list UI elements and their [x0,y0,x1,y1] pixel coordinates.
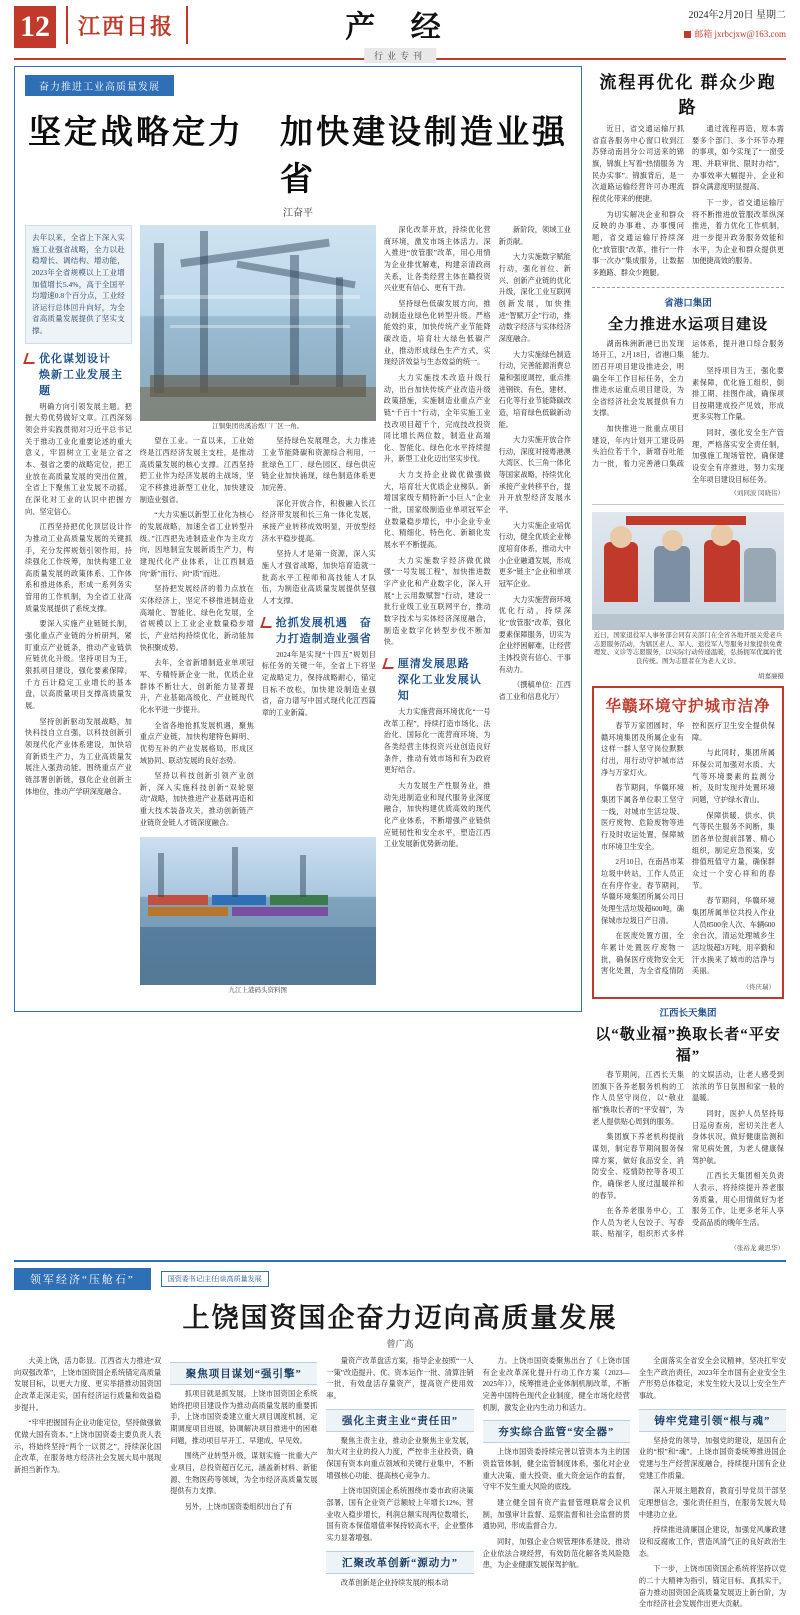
article-kicker: 省港口集团 [664,298,712,309]
lead-col-2a [140,436,254,833]
para: 春节期间，华赣环境集团所属单位共投入作业人员8500余人次、车辆600余台次，清运处理城乡生活垃圾超3万吨，用辛勤和汗水换来了城市的洁净与美丽。 [692,897,775,976]
bottom-subtag: 国资委书记|主任|谈高质量发展 [161,1271,269,1287]
bottom-col-1 [14,1356,161,1615]
para: 持续推进清廉国企建设，加强党风廉政建设和反腐败工作，营造风清气正的良好政治生态。 [638,1526,787,1558]
lead-para: 大力发展生产性服务业，推动先进制造业和现代服务业深度融合，加快构建优质高效的现代化产业体系，不断增强产业链供应链韧性和安全水平，塑造江西工业发展新优势新动能。 [383,781,491,849]
para: 聚焦主责主业，推动企业聚焦主业发展，加大对主业的投入力度，严控非主业投资，确保国有资本向重点领域和关键行业集中，不断增强核心功能、提高核心竞争力。 [326,1436,474,1480]
bottom-article [14,1260,786,1615]
lead-para: 大力支持企业做优做强做大，培育壮大优质企业梯队。新增国家级专精特新“小巨人”企业一批，国家级制造业单项冠军企业数量稳步增长，中小企业专业化、精细化、特色化、新颖化发展水平不断提高。 [383,471,491,550]
para: 坚持项目为王，强化要素保障，优化施工组织，倒排工期、挂图作战，确保项目按期建成投产见效，形成更多实物工作量。 [692,366,784,422]
lead-source: （撰稿单位：江西省工业和信息化厅） [498,681,571,701]
lead-para: 大力实施企业培优行动，健全优质企业梯度培育体系，推动大中小企业融通发展，形成更多“链主”企业和单项冠军企业。 [498,521,571,589]
lead-para: “大力实施以新型工业化为核心的发展战略，加速全省工业转型升级。”江西把先进制造业作为主攻方向，因地制宜发展新质生产力，构建现代化产业体系，让江西制造向“新”而行、向“质”而进。 [139,511,254,578]
photo-credit: 胡嘉廉摄 [758,673,784,681]
lead-article-column [14,66,582,1252]
para: 围绕产业转型升级，谋划实施一批重大产业项目，总投资超百亿元，涵盖新材料、新能源、生物医药等领域，为全市经济高质量发展提供有力支撑。 [170,1452,318,1496]
para: 改革创新是企业持续发展的根本动 [340,1578,449,1587]
lead-para: 新阶段，领域工业新贡献。 [498,226,571,246]
photo-smelter [140,225,376,421]
para: 大美上饶，活力彰显。江西省大力推进“双向双强改革”，上饶市国资国企系统锚定高质量发展目标，以更大力度、更实举措推动国资国企改革走深走实，国有经济运行质量和效益稳步提升。 [14,1357,162,1412]
para: 为切实解决企业和群众反映的办事难、办事慢问题，省交通运输厅持续深化“放管服”改革，推行“一件事一次办”集成服务，让数据多跑路、群众少跑腿。 [592,210,684,277]
lead-para: 望在工业。一直以来，工业始终是江西经济发展主支柱，是推动高质量发展的核心支撑。江西坚持把工业作为经济发展的主战场，坚定不移推进新型工业化，加快建设制造业强省。 [139,437,254,504]
masthead-meta [684,6,786,40]
para: 同时，医护人员坚持每日巡房查房，密切关注老人身体状况，做好健康监测和常见病处置，为老人健康保驾护航。 [692,1109,784,1165]
bottom-col-3 [326,1356,473,1615]
lead-para: 全省各地抢抓发展机遇，聚焦重点产业链，加快构建特色鲜明、优势互补的产业发展格局，形成区域协同、联动发展的良好态势。 [139,721,254,765]
article-huagan-environment [592,686,784,999]
divider [592,287,784,288]
article-signature: （张裕龙 戴思华） [730,1245,784,1253]
bottom-byline: 曾广高 [386,1339,414,1350]
para: 下一步，上饶市国资国企系统将坚持以党的二十大精神为指引，锚定目标、真抓实干，奋力推动国资国企高质量发展迈上新台阶，为全市经济社会发展作出更大贡献。 [638,1565,787,1609]
photo-volunteers [592,512,784,630]
bottom-subhead-3: 汇聚改革创新“源动力” [326,1551,473,1574]
para: 同时，强化安全生产管理，严格落实安全责任制，加强施工现场管控，确保建设安全有序推进，努力实现全年项目建设目标任务。 [692,429,784,484]
lead-article [14,66,582,1012]
lead-para: 大力实施营商环境优化行动，持续深化“放管服”改革，强化要素保障服务，切实为企业纾困解难，让经营主体投资有信心、干事有动力。 [498,595,571,674]
lead-para: 要深入实施产业链链长制，强化重点产业链的分析研判，紧盯重点产业链条，推动产业链供应链优化升级。坚持项目为王，狠抓项目建设，强化要素保障，千方百计稳定工业增长的基本盘，以高质量项目支撑高质量发展。 [25,620,132,711]
lead-para: 坚持绿色低碳发展方向，推动制造业绿色化转型升级。严格能效约束，加快传统产业节能降碳改造，培育壮大绿色低碳产业，推动形成绿色生产方式，实现经济效益与生态效益的统一。 [383,299,491,367]
bottom-subhead-2: 强化主责主业“责任田” [326,1409,473,1432]
article-changtian-group [592,1005,784,1252]
article-body [592,339,784,487]
para: 春节期间，江西长天集团旗下各养老服务机构的工作人员坚守岗位，以“敬业福”换取长者的“平安福”，为老人提供贴心周到的服务。 [592,1070,684,1126]
lead-para: 坚持把发展经济的着力点放在实体经济上，坚定不移推进制造业高端化、智能化、绿色化发展，全省规模以上工业企业数量稳步增长，产业结构持续优化，新动能加快积聚成势。 [139,585,254,652]
article-title: 华赣环境守护城市洁净 [605,698,771,716]
para: 集团旗下养老机构提前谋划，制定春节期间服务保障方案，做好食品安全、消防安全、疫情防控等各项工作，确保老人度过温暖祥和的春节。 [592,1133,684,1200]
para: 深入开展主题教育，教育引导党员干部坚定理想信念，强化责任担当，在服务发展大局中建功立业。 [638,1487,787,1519]
lead-subhead-1: 优化谋划设计 焕新工业发展主题 [25,350,132,398]
lead-para: 深化改革开放，持续优化营商环境，激发市场主体活力。深入推进“放管服”改革，用心用情为企业排忧解难，构建亲清政商关系，让各类经营主体在赣投资兴业更有信心、更有干劲。 [383,226,491,293]
photo-caption-2: 九江上港码头资料图 [228,987,288,995]
lead-col-2 [140,225,376,1001]
masthead [14,0,786,61]
bottom-col-5 [639,1356,786,1615]
lead-para: 坚持创新驱动发展战略，加快科技自立自强，以科技创新引领现代化产业体系建设，加快培育新质生产力，为工业高质量发展注入强劲动能。围绕重点产业链部署创新链，强化企业创新主体地位，推动产学研深度融合。 [25,717,132,796]
bottom-ribbon: 领军经济“压舱石” [14,1268,151,1290]
para: 量资产改革盘活方案，指导企业按照“一人一策”改造提升、优、资本运作一批、清算注销一批，有效盘活存量资产，提高资产使用效率。 [326,1357,474,1401]
photo-news-block [592,512,784,680]
para: “牢牢把握国有企业功能定位，坚持做强做优做大国有资本。”上饶市国资委主要负责人表示，将始终坚持“两个一以贯之”，持续深化国企改革，在服务地方经济社会发展大局中展现新担当新作为。 [14,1419,162,1475]
lead-para: 大力实施绿色制造行动，完善能源消费总量和强度调控，重点推进钢铁、有色、建材、石化等行业节能降碳改造，培育绿色低碳新动能。 [498,350,571,429]
lead-ribbon: 奋力推进工业高质量发展 [25,75,174,96]
para: 在各养老服务中心，工作人员为老人包饺子、写春联、贴福字，组织形式多样的文娱活动，让老人感受到浓浓的节日氛围和家一般的温暖。 [592,1070,784,1239]
para: 力。上饶市国资委聚焦出台了《上饶市国有企业改革深化提升行动工作方案（2023—2025年）》，统筹推进企业体制机制改革，不断完善中国特色现代企业制度，健全市场化经营机制，激发企业内生动力和活力。 [482,1357,630,1412]
bottom-subhead-1: 聚焦项目谋划“强引擎” [170,1362,317,1385]
photo-art [140,837,376,985]
para: 春节期间，华赣环境集团下属各单位职工坚守一线，对城市生活垃圾、医疗废物、危险废物等进行及时收运处置，保障城市环境卫生安全。 [601,784,684,851]
publication-date: 2024年2月20日 星期二 [688,10,786,21]
para: 2月10日，在南昌市某垃圾中转站，工作人员正在有序作业。春节期间，华赣环境集团所属公司日处理生活垃圾超600吨，确保城市垃圾日产日清。 [601,858,684,925]
article-title: 全力推进水运项目建设 [607,316,768,333]
para: 同时，加强企业合规管理体系建设，推动企业依法合规经营，有效防范化解各类风险隐患，为企业健康发展保驾护航。 [482,1538,630,1570]
lead-headline: 坚定战略定力 加快建设制造业强省 [28,115,568,198]
lead-para: 大力实施技术改造升级行动，出台加快传统产业改造升级政策措施，实施制造业重点产业链“千百十”行动，全年实施工业技改项目超千个，完成技改投资同比增长两位数，制造业高端化、智能化、绿色化水平持续提升，新型工业化迈出坚实步伐。 [383,373,491,464]
lead-para: 大力实施数字经济做优做强“一号发展工程”，加快推进数字产业化和产业数字化，深入开展“上云用数赋智”行动，建设一批行业级工业互联网平台，推动数字技术与实体经济深度融合，制造业数字化转型步伐不断加快。 [383,556,491,647]
article-body [601,721,775,980]
article-body [592,124,784,280]
para: 下一步，省交通运输厅将不断推进放管服改革纵深推进，着力优化工作机制，进一步提升政务服务效能和水平，为企业和群众提供更加便捷高效的服务。 [692,198,784,266]
lead-para: 去年，全省新增制造业单项冠军、专精特新企业一批，优质企业群体不断壮大，创新能力显著提升，产业基础高级化、产业链现代化水平进一步提升。 [139,659,254,714]
para: 上饶市国资国企系统围绕市委市政府决策部署，国有企业资产总额较上年增长12%，营业收入稳步增长，利润总额实现两位数增长，国有资本保值增值率保持较高水平，企业整体实力显著增强。 [326,1487,474,1542]
lead-para: 大力实施数字赋能行动，强化首位、新兴、创新产业链的优化升级，深化工业互联网创新发展，加快推进“智赋万企”行动，推动数字经济与实体经济深度融合。 [498,253,571,343]
contact-email [684,27,786,40]
article-signature: （佟庆瑞） [742,983,775,991]
article-port-group [592,295,784,498]
lead-para: 江西坚持把优化顶层设计作为推动工业高质量发展的关键抓手，充分发挥规划引领作用，持续强化工作统筹，加快构建工业高质量发展的政策体系、工作体系和推进体系，形成一系列务实管用的工作机制，为全省工业高质量发展提供了系统支撑。 [25,523,132,613]
article-flow-optimization [592,68,784,280]
para: 另外，上饶市国资委组织出台了有 [184,1503,293,1512]
bottom-col-2 [170,1356,317,1615]
lead-col-1 [25,225,132,1001]
bottom-subhead-5: 铸牢党建引领“根与魂” [639,1409,786,1432]
lead-para: 大力实施营商环境优化“一号改革工程”，持续打造市场化、法治化、国际化一流营商环境，为各类经营主体投资兴业创造良好条件，推动有效市场和有为政府更好结合。 [383,707,491,775]
section-heading [345,2,455,64]
section-title: 产 经 [345,11,455,44]
para: 保障供暖、供水、供气等民生服务不间断，集团各单位提前部署、精心组织，制定应急预案，安排值班值守力量，确保群众过一个安心祥和的春节。 [692,811,775,890]
section-subtitle: 行业专刊 [364,48,436,63]
para: 抓项目就是抓发展，上饶市国资国企系统始终把项目建设作为推动高质量发展的重要抓手，上饶市国资委建立重大项目调度机制，定期调度项目进展，协调解决项目推进中的困难问题，推动项目早开工、早建成、早见效。 [170,1390,318,1445]
contact-email-text: 邮箱 jxrbcjxw@163.com [694,29,786,39]
lead-col-4 [499,225,571,1001]
article-title: 以“敬业福”换取长者“平安福” [595,1026,781,1064]
para: 加快推进一批重点项目建设，年内计划开工建设码头泊位若干个，新增吞吐能力一批，着力完善港口集疏运体系，提升港口综合服务能力。 [592,339,784,469]
para: 近日，省交通运输厅抓省直各服务中心窗口收到江苏驿动南昌分公司送来的锦旗，锦旗上写着“热情服务 为民办实事”。锦旗背后，是一次道路运输经营许可办理流程优化带来的便捷。 [592,125,684,203]
article-body [592,1070,784,1241]
lead-abstract: 去年以来，全省上下深入实施工业强省战略，全力以赴稳增长、调结构、增动能，2023年全省规模以上工业增加值增长5.4%，高于全国平均增速0.8个百分点，工业经济运行总体回升向好，为全省高质量发展提供了坚实支撑。 [25,225,132,344]
right-column [592,66,784,1252]
para: 上饶市国资委持续完善以管资本为主的国资监管体制，健全监管制度体系，强化对企业重大决策、重大投资、重大资金运作的监督，守牢不发生重大风险的底线。 [482,1448,630,1492]
para: 在医废处置方面，全年累计处置医疗废物一批，确保医疗废物安全无害化处置，为全省疫情防控和医疗卫生安全提供保障。 [601,722,775,976]
para: 春节万家团圆时，华赣环境集团及所属企业有这样一群人坚守岗位默默付出，用行动守护城市洁净与万家灯火。 [601,722,684,777]
lead-para: 明确方向引领发展主题。把握大势优势做好文章。江西深刻领会并实践贯彻对习近平总书记关于推动工业化重要论述的重大意义，牢固树立工业是立省之本、强省之要的战略定位，把工业放在高质量发展的突出位置，全省上下聚焦工业发展不动摇，在深化对工业的认识中把握方向、坚定信心。 [25,402,132,516]
lead-col-3 [384,225,491,1001]
article-kicker: 江西长天集团 [659,1008,717,1019]
paper-name: 江西日报 [66,6,188,44]
lead-col-2b [262,436,376,833]
para: 与此同时，集团所属环保公司加强对水质、大气等环境要素的监测分析，及时发现并处置环境问题，守护绿水青山。 [692,749,775,805]
para: 建立健全国有资产监督管理联席会议机制，加强审计监督、巡察监督和社会监督的贯通协同，形成监督合力。 [482,1499,630,1531]
photo-art [140,225,376,421]
main-grid [14,66,786,1252]
lead-para: 2024年是实现“十四五”规划目标任务的关键一年，全省上下将坚定战略定力，保持战略耐心，锚定目标不放松，加快建设制造业强省，奋力谱写中国式现代化江西篇章的工业新篇。 [261,650,376,717]
lead-subhead-3: 厘清发展思路 深化工业发展认知 [384,655,491,703]
para: 湖南株洲新港已出发现场开工，2月18日，省港口集团召开项目建设推进会，明确全年工作目标任务，全力推进水运重点项目建设，为全省经济社会发展提供有力支撑。 [592,339,684,418]
lead-para: 坚持以科技创新引领产业创新，深入实施科技创新“双轮驱动”战略，加快推进产业基础再造和重大技术装备攻关，推动创新链产业链资金链人才链深度融合。 [139,772,254,827]
para: 通过流程再造，原本需要多个部门、多个环节办理的事项，如今实现了“一窗受理、并联审批、限时办结”，办事效率大幅提升，企业和群众满意度明显提高。 [692,125,784,192]
bottom-headline: 上饶国资国企奋力迈向高质量发展 [182,1303,618,1334]
bottom-subhead-4: 夯实综合监管“安全器” [483,1420,630,1443]
photo-art [592,512,784,630]
lead-subhead-2: 抢抓发展机遇 奋力打造制造业强省 [262,614,376,646]
page-number: 12 [14,6,56,48]
photo-port [140,837,376,985]
article-title: 流程再优化 群众少跑路 [599,73,777,117]
photo-caption-3: 近日，国家退役军人事务部会同有关部门在全省各地开展关爱老兵志愿服务活动，为辖区老人、军人、退役军人等服务对象提供免费理发、义诊等志愿服务，以实际行动传递温暖，弘扬拥军优属的优良传统。图为志愿者在为老人义诊。 [593,632,783,665]
bottom-columns [14,1356,786,1615]
bottom-ribbon-row [14,1268,786,1290]
lead-para: 坚持绿色发展理念，大力推进工业节能降碳和资源综合利用，一批绿色工厂、绿色园区、绿色供应链企业加快涌现，绿色制造体系更加完善。 [261,437,376,493]
para: 坚持党的领导，加强党的建设，是国有企业的“根”和“魂”。上饶市国资委统筹推进国企党建与生产经营深度融合，持续提升国有企业党建工作质量。 [638,1436,787,1480]
article-signature: （刘同波 闵晓伟） [730,490,784,498]
photo-caption-1: 江铜集团贵溪冶炼厂厂区一角。 [212,423,304,430]
mail-icon [684,31,691,38]
bottom-col-4 [483,1356,630,1615]
lead-byline: 江奋平 [283,208,313,219]
para: 全面落实全省安全会议精神，坚决扛牢安全生产政治责任，2023年全市国有企业安全生产形势总体稳定，未发生较大及以上安全生产事故。 [638,1357,787,1401]
divider [592,504,784,505]
lead-body [25,225,571,1001]
para: 江西长天集团相关负责人表示，将持续提升养老服务质量，用心用情做好为老服务工作，让更多老年人享受高品质的晚年生活。 [692,1172,784,1227]
lead-para: 坚持人才是第一资源，深入实施人才强省战略，加快培育造就一批高水平工程师和高技能人才队伍，为制造业高质量发展提供坚强人才支撑。 [261,550,376,605]
lead-para: 深化开放合作，积极融入长江经济带发展和长三角一体化发展，承接产业转移成效明显，开放型经济水平稳步提高。 [261,499,376,543]
lead-para: 大力实施开放合作行动，深度对接粤港澳大湾区、长三角一体化等国家战略，持续优化承接产业转移平台，提升开放型经济发展水平。 [498,436,571,515]
